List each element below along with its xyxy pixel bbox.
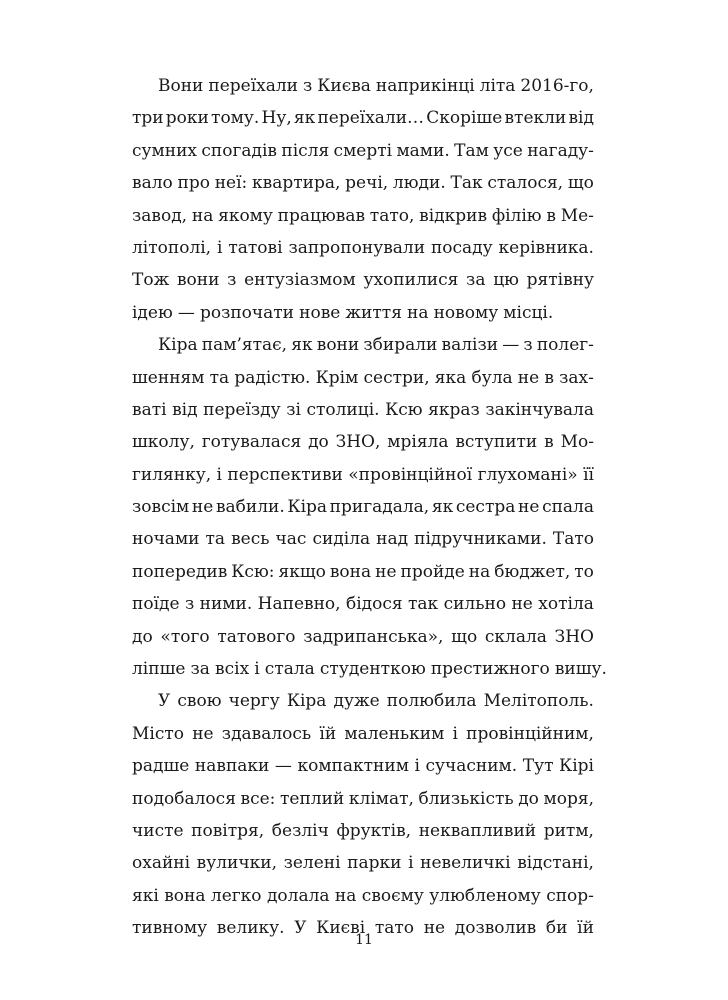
word: закінчувала: [485, 399, 594, 420]
word: Мелітополь.: [483, 691, 594, 712]
word: і: [414, 756, 420, 777]
word: на: [468, 561, 491, 582]
word: як: [291, 335, 313, 356]
word: не: [191, 497, 214, 518]
word: би: [545, 918, 568, 939]
word: збирали: [363, 335, 438, 356]
text-line: [132, 426, 594, 458]
text-line: [132, 394, 594, 426]
word: готувалася: [201, 432, 302, 453]
word: час: [275, 529, 307, 550]
word: безліч: [271, 820, 329, 841]
word: нагаду-: [527, 140, 594, 161]
word: навпаки: [194, 756, 270, 777]
word: Тож: [132, 270, 170, 291]
word: і: [254, 659, 260, 680]
word: як: [431, 497, 454, 518]
word: парки: [347, 853, 402, 874]
word: квартира,: [252, 173, 341, 194]
word: зах-: [559, 367, 594, 388]
word: задрипанська»,: [303, 626, 444, 647]
word: студенткою: [319, 659, 426, 680]
word: У: [294, 918, 307, 939]
word: та: [209, 367, 230, 388]
word: до: [132, 626, 153, 647]
word: роки: [165, 108, 209, 129]
word: Так: [450, 173, 483, 194]
word: ваті: [132, 399, 167, 420]
word: тато,: [369, 205, 415, 226]
word: У: [158, 691, 171, 712]
word: Крім: [315, 367, 359, 388]
word: перспективи: [227, 464, 343, 485]
word: переїзду: [203, 399, 281, 420]
word: своєму: [361, 885, 424, 906]
word: і: [216, 464, 222, 485]
word: Місто: [132, 723, 185, 744]
word: все:: [240, 788, 276, 809]
word: її: [583, 464, 594, 485]
word: не: [192, 723, 214, 744]
word: зі: [286, 399, 301, 420]
word: свою: [177, 691, 222, 712]
word: татові: [228, 237, 283, 258]
word: неквапливий: [418, 820, 537, 841]
word: охайні: [132, 853, 191, 874]
word: літа: [479, 76, 516, 96]
word: не: [511, 594, 533, 615]
word: близькість: [418, 788, 514, 809]
word: попередив: [132, 561, 228, 582]
word: шенням: [132, 367, 205, 388]
word: ухопилися: [363, 270, 459, 291]
word: люди.: [392, 173, 446, 194]
word: бюджет,: [494, 561, 571, 582]
text-line: [132, 783, 594, 815]
word: і: [408, 853, 414, 874]
text-line: [132, 232, 594, 264]
word: чергу: [228, 691, 280, 712]
word: теплий: [280, 788, 345, 809]
word: сильно: [443, 594, 507, 615]
text-line: [132, 167, 594, 199]
word: Мо-: [560, 432, 594, 453]
word: літополі,: [132, 237, 212, 258]
word: за: [190, 659, 210, 680]
word: якщо: [278, 561, 326, 582]
word: Києві: [316, 918, 366, 939]
word: ЗНО: [554, 626, 594, 647]
word: яка: [434, 367, 467, 388]
word: переїхали…: [317, 108, 425, 129]
word: провінційним,: [466, 723, 594, 744]
word: тато: [374, 918, 415, 939]
word: моря,: [543, 788, 594, 809]
word: компактним: [297, 756, 409, 777]
word: вишу.: [554, 659, 607, 680]
word: що: [451, 626, 478, 647]
word: велику.: [216, 918, 285, 939]
word: стала: [264, 659, 315, 680]
word: переїхали: [208, 76, 298, 96]
text-line: [132, 653, 607, 685]
text-line: [132, 297, 594, 329]
word: Києва: [317, 76, 371, 96]
word: татового: [217, 626, 296, 647]
word: спогадів: [201, 140, 277, 161]
word: вабили.: [215, 497, 285, 518]
text-line: [132, 718, 594, 750]
word: про: [177, 173, 210, 194]
word: вони: [176, 270, 220, 291]
word: з: [184, 594, 195, 615]
word: їй: [319, 723, 337, 744]
word: що: [567, 173, 594, 194]
word: ідею: [132, 302, 173, 323]
word: всіх: [215, 659, 250, 680]
word: Тато: [552, 529, 594, 550]
text-line: [132, 847, 594, 879]
word: завод,: [132, 205, 188, 226]
word: та: [205, 529, 226, 550]
word: Ну,: [261, 108, 292, 129]
word: на: [407, 302, 429, 323]
word: Кіра: [286, 691, 327, 712]
text-line: [132, 750, 594, 782]
word: клімат,: [348, 788, 414, 809]
word: чисте: [132, 820, 184, 841]
word: полег-: [536, 335, 594, 356]
word: здавалось: [221, 723, 312, 744]
word: —: [177, 302, 195, 323]
word: нове: [299, 302, 341, 323]
word: Кіра: [158, 335, 198, 356]
word: до: [518, 788, 539, 809]
word: то: [574, 561, 594, 582]
word: Ксю:: [231, 561, 275, 582]
word: життя: [345, 302, 402, 323]
word: сумних: [132, 140, 197, 161]
word: дуже: [333, 691, 380, 712]
word: полюбила: [386, 691, 477, 712]
text-line: [132, 329, 594, 361]
word: філію: [491, 205, 542, 226]
text-line: [132, 135, 594, 167]
word: і: [217, 237, 223, 258]
word: з: [523, 335, 533, 356]
word: «того: [160, 626, 210, 647]
word: долала: [266, 885, 330, 906]
word: була: [471, 367, 513, 388]
word: сестри,: [363, 367, 430, 388]
text-line: [132, 70, 594, 102]
text-line: [132, 491, 594, 523]
word: сучасним.: [425, 756, 518, 777]
word: не: [517, 367, 540, 388]
word: зелені: [283, 853, 341, 874]
word: розпочати: [199, 302, 295, 323]
word: школу,: [132, 432, 195, 453]
word: відкрив: [419, 205, 488, 226]
word: радше: [132, 756, 190, 777]
word: дозволив: [454, 918, 537, 939]
word: ночами: [132, 529, 200, 550]
text-line: [132, 588, 594, 620]
body-text: [132, 70, 607, 945]
word: вона: [329, 561, 372, 582]
word: ЗНО,: [335, 432, 381, 453]
paragraph: [132, 329, 607, 685]
word: на: [334, 885, 357, 906]
word: на: [191, 205, 214, 226]
word: мами.: [396, 140, 450, 161]
paragraph: [132, 70, 594, 329]
text-line: [132, 815, 594, 847]
word: —: [502, 335, 520, 356]
word: сестра: [455, 497, 516, 518]
word: подобалося: [132, 788, 236, 809]
text-line: [132, 523, 594, 555]
word: керівника.: [498, 237, 594, 258]
word: втекли: [504, 108, 567, 129]
word: цю: [493, 270, 519, 291]
word: зовсім: [132, 497, 190, 518]
word: усе: [493, 140, 523, 161]
word: запропонували: [288, 237, 426, 258]
word: не: [518, 497, 540, 518]
word: —: [274, 756, 292, 777]
word: склала: [484, 626, 547, 647]
word: наприкінці: [375, 76, 475, 96]
word: так: [408, 594, 439, 615]
word: мріяла: [387, 432, 449, 453]
word: Там: [454, 140, 489, 161]
word: ентузіазмом: [244, 270, 356, 291]
word: в: [546, 205, 556, 226]
text-line: [132, 362, 594, 394]
word: маленьким: [344, 723, 445, 744]
word: сталося,: [487, 173, 564, 194]
text-line: [132, 621, 594, 653]
word: працював: [277, 205, 366, 226]
word: після: [281, 140, 330, 161]
word: вулички,: [196, 853, 277, 874]
paragraph: [132, 685, 594, 944]
word: смерті: [333, 140, 393, 161]
word: улюбленому: [429, 885, 541, 906]
word: бідося: [345, 594, 403, 615]
word: столиці.: [306, 399, 380, 420]
word: над: [376, 529, 409, 550]
word: рятівну: [526, 270, 594, 291]
word: відстані,: [517, 853, 594, 874]
word: від: [172, 399, 198, 420]
word: які: [132, 885, 159, 906]
word: в: [544, 367, 554, 388]
word: ліпше: [132, 659, 186, 680]
word: тому.: [211, 108, 260, 129]
text-line: [132, 880, 594, 912]
word: Тут: [522, 756, 554, 777]
word: гилянку,: [132, 464, 212, 485]
word: весь: [231, 529, 270, 550]
word: поїде: [132, 594, 180, 615]
word: Скоріше: [426, 108, 503, 129]
word: глухомані»: [477, 464, 578, 485]
word: речі,: [345, 173, 389, 194]
word: посаду: [430, 237, 493, 258]
word: спор-: [546, 885, 594, 906]
word: «провінційної: [348, 464, 473, 485]
text-line: [132, 556, 594, 588]
text-line: [132, 102, 594, 134]
word: легко: [210, 885, 262, 906]
word: їй: [577, 918, 594, 939]
word: з: [227, 270, 237, 291]
word: Ме-: [560, 205, 594, 226]
word: неї:: [214, 173, 248, 194]
word: сиділа: [312, 529, 371, 550]
word: якраз: [428, 399, 480, 420]
word: невеличкі: [420, 853, 511, 874]
word: підручниками.: [414, 529, 547, 550]
word: пам’ятає,: [201, 335, 288, 356]
word: не: [423, 918, 446, 939]
word: тивному: [132, 918, 208, 939]
word: Вони: [158, 76, 204, 96]
page-number: 11: [355, 932, 373, 948]
word: до: [308, 432, 329, 453]
word: три: [132, 108, 164, 129]
word: в: [544, 432, 554, 453]
word: вступити: [455, 432, 538, 453]
word: місці.: [503, 302, 554, 323]
word: спала: [542, 497, 594, 518]
word: пройде: [400, 561, 465, 582]
word: 2016-го,: [520, 76, 594, 96]
text-line: [132, 264, 594, 296]
word: ними.: [199, 594, 253, 615]
word: престижного: [430, 659, 550, 680]
text-line: [132, 685, 594, 717]
word: Кіра: [287, 497, 328, 518]
text-line: [132, 459, 594, 491]
word: від: [568, 108, 594, 129]
word: з: [302, 76, 313, 96]
word: фруктів,: [336, 820, 412, 841]
word: валізи: [441, 335, 499, 356]
word: якому: [218, 205, 273, 226]
word: Ксю: [385, 399, 423, 420]
text-line: [132, 200, 594, 232]
word: новому: [433, 302, 499, 323]
word: як: [293, 108, 316, 129]
word: вало: [132, 173, 173, 194]
word: вони: [316, 335, 360, 356]
word: повітря,: [191, 820, 265, 841]
word: і: [452, 723, 458, 744]
word: Кірі: [559, 756, 594, 777]
word: хотіла: [538, 594, 594, 615]
word: пригадала,: [329, 497, 430, 518]
word: ритм,: [543, 820, 594, 841]
word: за: [466, 270, 486, 291]
word: радістю.: [234, 367, 311, 388]
word: не: [375, 561, 397, 582]
word: Напевно,: [257, 594, 341, 615]
word: вона: [164, 885, 206, 906]
